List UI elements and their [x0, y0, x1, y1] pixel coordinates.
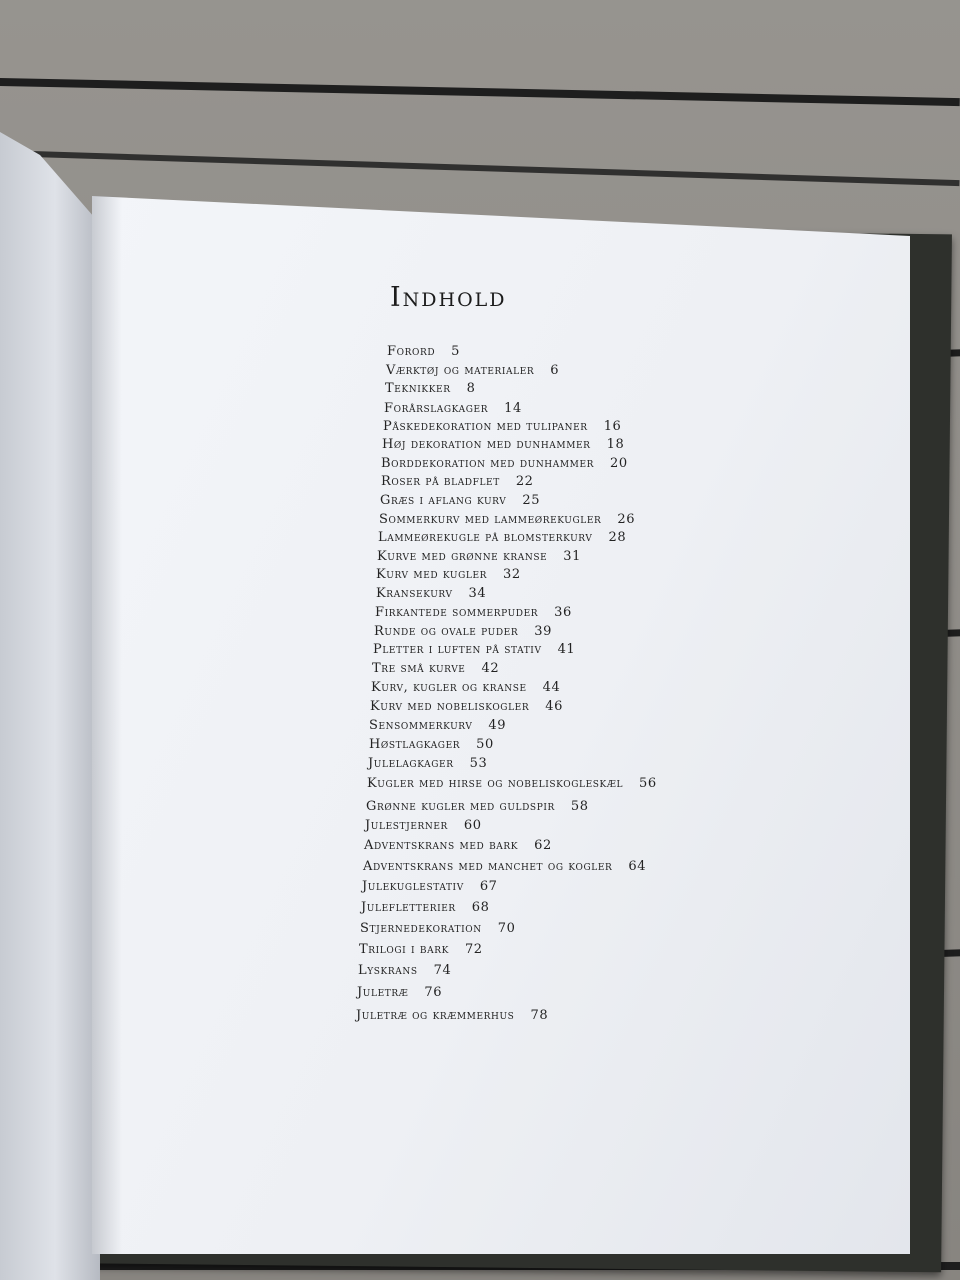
- toc-entry-page: 28: [608, 530, 627, 545]
- toc-entry-page: 36: [554, 605, 572, 620]
- toc-entry: [379, 512, 635, 528]
- toc-entry: [373, 642, 575, 658]
- toc-entry-title: Sommerkurv med lammeørekugler: [379, 512, 602, 527]
- toc-entry-page: 14: [504, 401, 522, 416]
- toc-entry-title: Adventskrans med manchet og kogler: [363, 859, 613, 874]
- toc-entry: [375, 605, 572, 621]
- toc-entry-title: Kurv med nobeliskogler: [370, 699, 530, 714]
- toc-entry-title: Teknikker: [385, 381, 451, 396]
- toc-entry: [384, 401, 522, 417]
- page-gutter: [92, 196, 122, 1254]
- toc-entry: [383, 419, 621, 435]
- toc-entry-title: Græs i aflang kurv: [380, 493, 507, 508]
- toc-entry-title: Kransekurv: [376, 586, 453, 601]
- toc-entry-title: Firkantede sommerpuder: [375, 605, 539, 620]
- toc-entry: [356, 1008, 548, 1024]
- toc-entry-title: Påskedekoration med tulipaner: [383, 419, 588, 434]
- toc-entry-title: Kurv, kugler og kranse: [371, 680, 527, 695]
- toc-entry-title: Pletter i luften på stativ: [373, 642, 542, 657]
- toc-entry: [378, 530, 626, 546]
- toc-entry-title: Lammeørekugle på blomsterkurv: [378, 530, 593, 545]
- toc-entry-page: 6: [550, 363, 560, 378]
- toc-entry-title: Høstlagkager: [369, 737, 461, 752]
- toc-entry: [362, 879, 498, 895]
- toc-entry-title: Høj dekoration med dunhammer: [382, 437, 591, 452]
- toc-entry: [357, 985, 442, 1001]
- toc-entry: [386, 363, 559, 379]
- toc-entry-page: 56: [639, 776, 657, 791]
- toc-entry-page: 53: [469, 756, 488, 771]
- toc-entry-title: Kugler med hirse og nobeliskogleskæl: [367, 776, 624, 791]
- toc-entry-page: 74: [433, 963, 452, 978]
- toc-entry-title: Julelagkager: [368, 756, 454, 771]
- toc-entry-title: Runde og ovale puder: [374, 624, 519, 639]
- toc-entry-title: Adventskrans med bark: [364, 838, 519, 853]
- toc-entry-page: 26: [617, 512, 636, 527]
- toc-entry: [358, 963, 451, 979]
- toc-entry: [360, 921, 516, 937]
- toc-entry-title: Juletræ og kræmmerhus: [356, 1008, 515, 1023]
- toc-entry-title: Trilogi i bark: [359, 942, 449, 957]
- toc-entry-page: 5: [451, 344, 461, 359]
- toc-entry: [381, 456, 628, 472]
- toc-entry-page: 67: [479, 879, 498, 894]
- toc-entry-page: 76: [424, 985, 443, 1000]
- toc-entry-title: Kurve med grønne kranse: [377, 549, 548, 564]
- toc-entry: [363, 859, 646, 875]
- toc-entry: [369, 737, 494, 753]
- toc-entry: [382, 437, 624, 453]
- toc-entry: [365, 818, 482, 834]
- toc-entry: [367, 776, 657, 792]
- toc-entry: [368, 756, 487, 772]
- toc-entry: [380, 493, 540, 509]
- toc-entry-page: 41: [557, 642, 576, 657]
- toc-entry-page: 20: [610, 456, 628, 471]
- toc-entry-title: Forårslagkager: [384, 401, 489, 416]
- toc-entry-page: 34: [468, 586, 487, 601]
- toc-entry-page: 8: [466, 381, 476, 396]
- toc-entry-title: Sensommerkurv: [369, 718, 473, 733]
- toc-entry: [387, 344, 460, 360]
- toc-entry: [369, 718, 506, 734]
- toc-entry-title: Juletræ: [357, 985, 409, 1000]
- toc-entry: [372, 661, 499, 677]
- toc-entry-title: Juleflетterier: [361, 900, 456, 915]
- contents-heading: Indhold: [390, 282, 507, 313]
- toc-entry-page: 25: [522, 493, 541, 508]
- toc-entry-title: Julestjerner: [365, 818, 448, 833]
- toc-entry-page: 60: [463, 818, 482, 833]
- toc-entry-title: Stjernedekoration: [360, 921, 482, 936]
- toc-entry-page: 49: [488, 718, 507, 733]
- toc-entry-page: 70: [497, 921, 516, 936]
- toc-entry-title: Forord: [387, 344, 436, 359]
- toc-entry: [371, 680, 560, 696]
- toc-entry: [381, 474, 534, 490]
- toc-entry-page: 50: [476, 737, 494, 752]
- toc-entry-page: 44: [542, 680, 561, 695]
- toc-entry: [385, 381, 475, 397]
- left-page: [0, 132, 100, 1280]
- toc-entry-page: 31: [563, 549, 582, 564]
- toc-entry-title: Grønne kugler med guldspir: [366, 799, 555, 814]
- toc-entry-page: 68: [471, 900, 490, 915]
- toc-entry-title: Borddekoration med dunhammer: [381, 456, 595, 471]
- toc-entry-page: 62: [534, 838, 552, 853]
- toc-entry: [361, 900, 490, 916]
- toc-entry-title: Lyskrans: [358, 963, 418, 978]
- toc-entry-title: Værktøj og materialer: [386, 363, 535, 378]
- toc-entry-page: 22: [515, 474, 534, 489]
- toc-entry-page: 39: [534, 624, 552, 639]
- toc-entry-page: 46: [545, 699, 563, 714]
- toc-entry-title: Roser på bladflet: [381, 474, 500, 489]
- toc-entry-page: 72: [464, 942, 483, 957]
- toc-entry: [377, 549, 581, 565]
- toc-entry: [364, 838, 552, 854]
- toc-entry-title: Julekuglestativ: [362, 879, 464, 894]
- toc-entry-page: 42: [481, 661, 500, 676]
- toc-entry: [366, 799, 589, 815]
- toc-entry-page: 64: [628, 859, 647, 874]
- toc-entry-page: 58: [570, 799, 589, 814]
- toc-entry: [376, 567, 521, 583]
- toc-entry-title: Kurv med kugler: [376, 567, 488, 582]
- toc-entry: [376, 586, 486, 602]
- toc-entry: [370, 699, 563, 715]
- toc-entry-page: 16: [603, 419, 622, 434]
- toc-entry-title: Tre små kurve: [372, 661, 466, 676]
- toc-entry-page: 32: [503, 567, 521, 582]
- toc-entry: [374, 624, 552, 640]
- toc-entry: [359, 942, 483, 958]
- toc-entry-page: 18: [606, 437, 625, 452]
- toc-entry-page: 78: [530, 1008, 549, 1023]
